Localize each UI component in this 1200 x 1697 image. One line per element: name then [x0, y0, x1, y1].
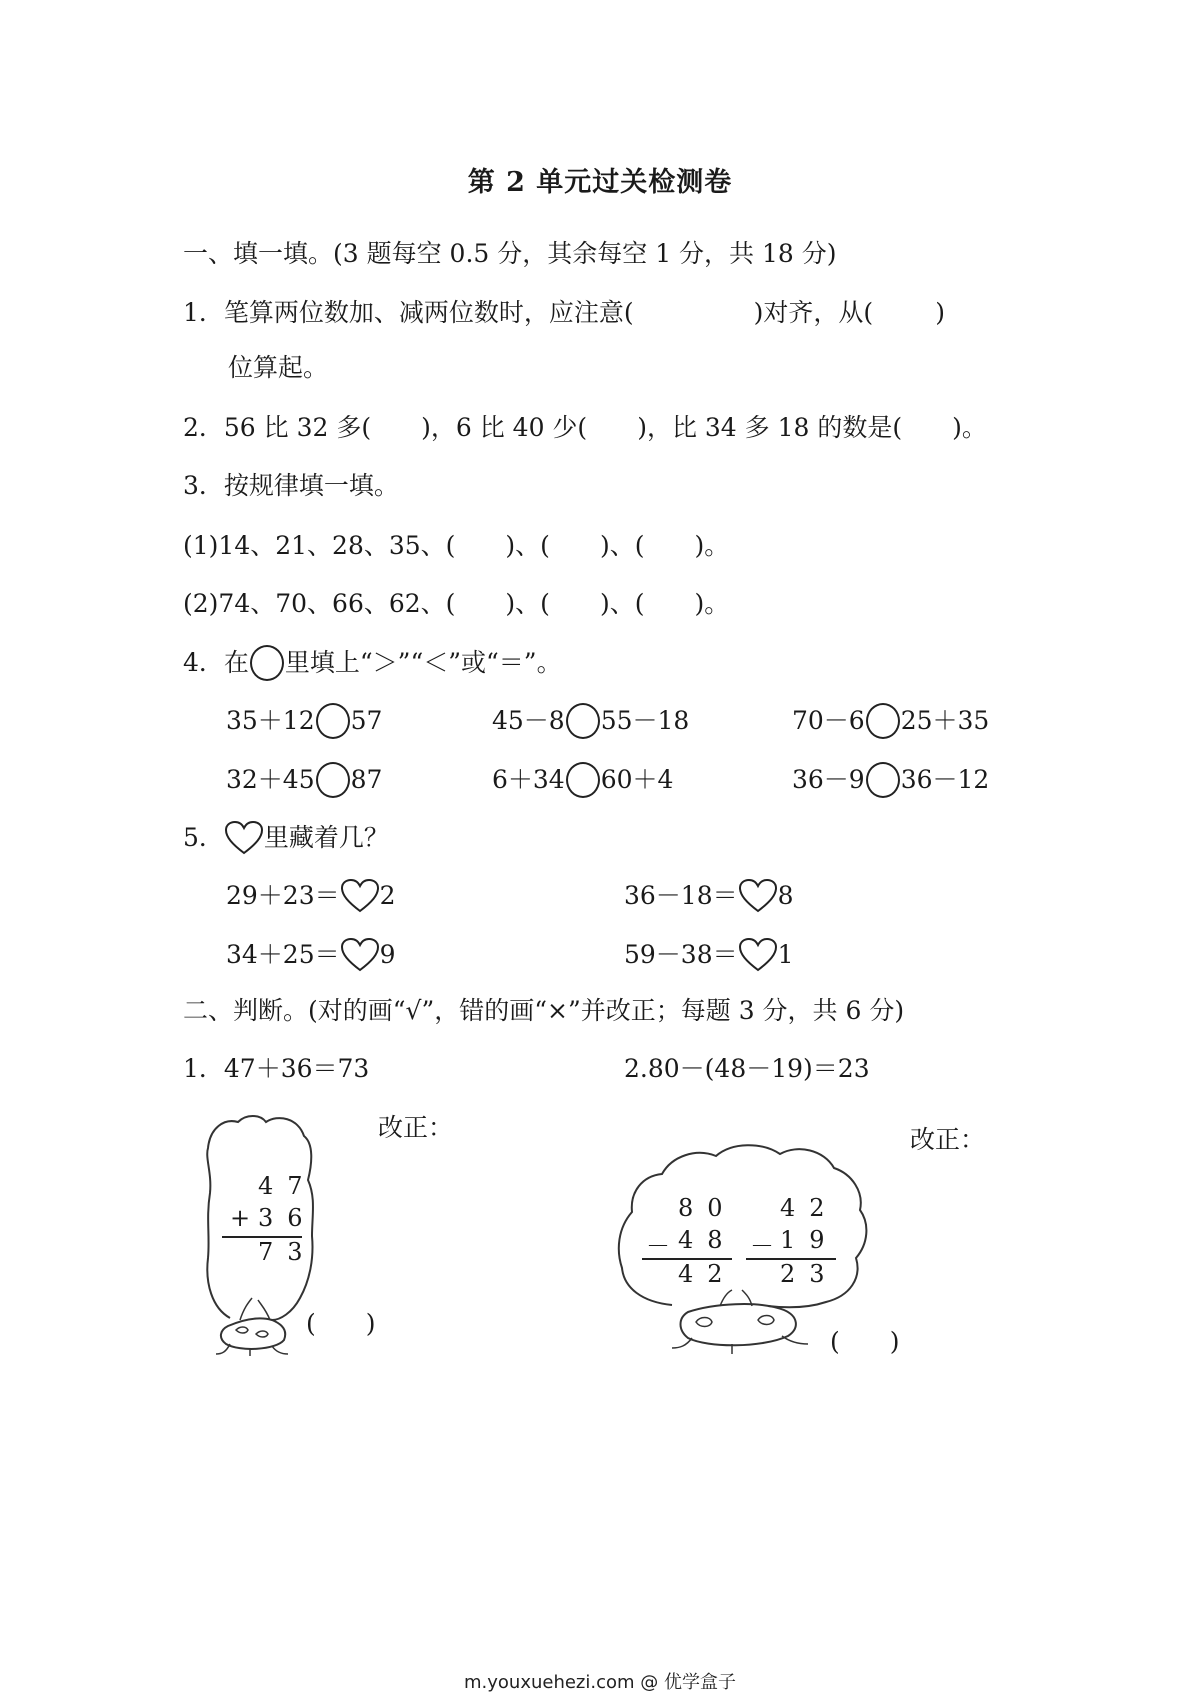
q3-2-prefix: (2)74、70、66、62、(: [183, 589, 456, 618]
section1-header: 一、填一填。(3 题每空 0.5 分，其余每空 1 分，共 18 分): [183, 239, 837, 268]
heart-eq-right: 1: [777, 940, 794, 969]
compare-right: 55－18: [600, 706, 690, 735]
heart-equation: [226, 878, 396, 914]
q2-text-b: )，6 比 40 少(: [421, 413, 588, 442]
compare-circle[interactable]: [866, 703, 900, 739]
q3-2-sep-1: )、(: [505, 589, 550, 618]
question-5-label: [183, 820, 389, 856]
compare-item: [492, 762, 673, 798]
compare-item: [792, 762, 989, 798]
question-3-part1: [183, 530, 729, 562]
question-1-line2: 位算起。: [228, 353, 329, 382]
compare-item: [226, 703, 382, 739]
footer-watermark: m.youxuehezi.com @ 优学盒子: [463, 1672, 736, 1693]
compare-right: 60＋4: [600, 765, 674, 794]
compare-right: 57: [350, 706, 383, 735]
vertical-bottom: 48: [678, 1226, 737, 1254]
compare-circle[interactable]: [566, 703, 600, 739]
q2-text-a: 2．56 比 32 多(: [183, 413, 372, 442]
compare-right: 87: [350, 765, 383, 794]
question-3-label: 3．按规律填一填。: [183, 471, 399, 500]
q3-1-prefix: (1)14、21、28、35、(: [183, 531, 456, 560]
compare-right: 36－12: [900, 765, 990, 794]
vertical-op: －: [750, 1232, 776, 1260]
vertical-bottom: 19: [780, 1226, 839, 1254]
q3-1-sep-2: )、(: [599, 531, 645, 560]
vertical-op: －: [646, 1232, 672, 1260]
q5-label-b: 里藏着几？: [263, 823, 389, 852]
q3-2-end: )。: [694, 589, 730, 618]
heart-icon[interactable]: [738, 878, 778, 914]
compare-right: 25＋35: [900, 706, 990, 735]
q2-text-c: )，比 34 多 18 的数是(: [637, 413, 903, 442]
question-2: [183, 412, 987, 444]
judge-question-1: 1．47＋36＝73: [183, 1054, 370, 1083]
compare-left: 36－9: [792, 765, 865, 794]
page-title: 第 2 单元过关检测卷: [467, 167, 733, 198]
compare-circle[interactable]: [566, 762, 600, 798]
vertical-top: 42: [780, 1194, 839, 1222]
heart-eq-left: 34＋25＝: [226, 940, 340, 969]
heart-eq-left: 59－38＝: [624, 940, 738, 969]
vertical-bottom: 36: [258, 1204, 317, 1232]
heart-icon[interactable]: [340, 937, 380, 973]
vertical-result: 23: [780, 1260, 839, 1288]
correction-label-1: 改正：: [378, 1113, 454, 1142]
heart-equation: [226, 937, 396, 973]
vertical-result: 42: [678, 1260, 737, 1288]
compare-left: 45－8: [492, 706, 565, 735]
q3-1-sep-1: )、(: [505, 531, 550, 560]
compare-circle[interactable]: [316, 762, 350, 798]
heart-icon[interactable]: [340, 878, 380, 914]
compare-left: 6＋34: [492, 765, 565, 794]
section2-header: 二、判断。(对的画“√”，错的画“×”并改正；每题 3 分，共 6 分): [183, 996, 905, 1025]
compare-left: 32＋45: [226, 765, 315, 794]
compare-item: [792, 703, 989, 739]
compare-left: 70－6: [792, 706, 865, 735]
q3-2-sep-2: )、(: [599, 589, 645, 618]
vertical-op: +: [230, 1204, 259, 1232]
q1-text-a: 1．笔算两位数加、减两位数时，应注意(: [183, 298, 634, 327]
compare-item: [492, 703, 689, 739]
heart-eq-right: 9: [379, 940, 396, 969]
vertical-top: 47: [258, 1172, 317, 1200]
compare-left: 35＋12: [226, 706, 315, 735]
question-4-label: [183, 645, 562, 681]
compare-circle[interactable]: [316, 703, 350, 739]
answer-paren-1[interactable]: ( ): [306, 1309, 376, 1338]
q1-text-b: )对齐，从(: [753, 298, 874, 327]
heart-eq-left: 36－18＝: [624, 881, 738, 910]
q4-label-a: 4．在: [183, 648, 249, 677]
compare-item: [226, 762, 382, 798]
judge-question-2: 2.80－(48－19)＝23: [624, 1054, 870, 1083]
heart-eq-right: 8: [777, 881, 794, 910]
heart-icon: [224, 820, 264, 856]
answer-paren-2[interactable]: ( ): [830, 1327, 900, 1356]
q5-label-a: 5．: [183, 823, 224, 852]
heart-equation: [624, 878, 794, 914]
heart-eq-left: 29＋23＝: [226, 881, 340, 910]
q3-1-end: )。: [694, 531, 730, 560]
circle-icon: [250, 645, 284, 681]
vertical-top: 80: [678, 1194, 737, 1222]
question-3-part2: [183, 588, 729, 620]
compare-circle[interactable]: [866, 762, 900, 798]
vertical-result: 73: [258, 1238, 317, 1266]
heart-equation: [624, 937, 794, 973]
q4-label-b: 里填上“＞”“＜”或“＝”。: [284, 648, 562, 677]
heart-eq-right: 2: [379, 881, 396, 910]
heart-icon[interactable]: [738, 937, 778, 973]
question-1-line1: [183, 297, 945, 329]
q2-text-d: )。: [952, 413, 987, 442]
q1-text-c: ): [935, 298, 945, 327]
correction-label-2: 改正：: [910, 1125, 986, 1154]
